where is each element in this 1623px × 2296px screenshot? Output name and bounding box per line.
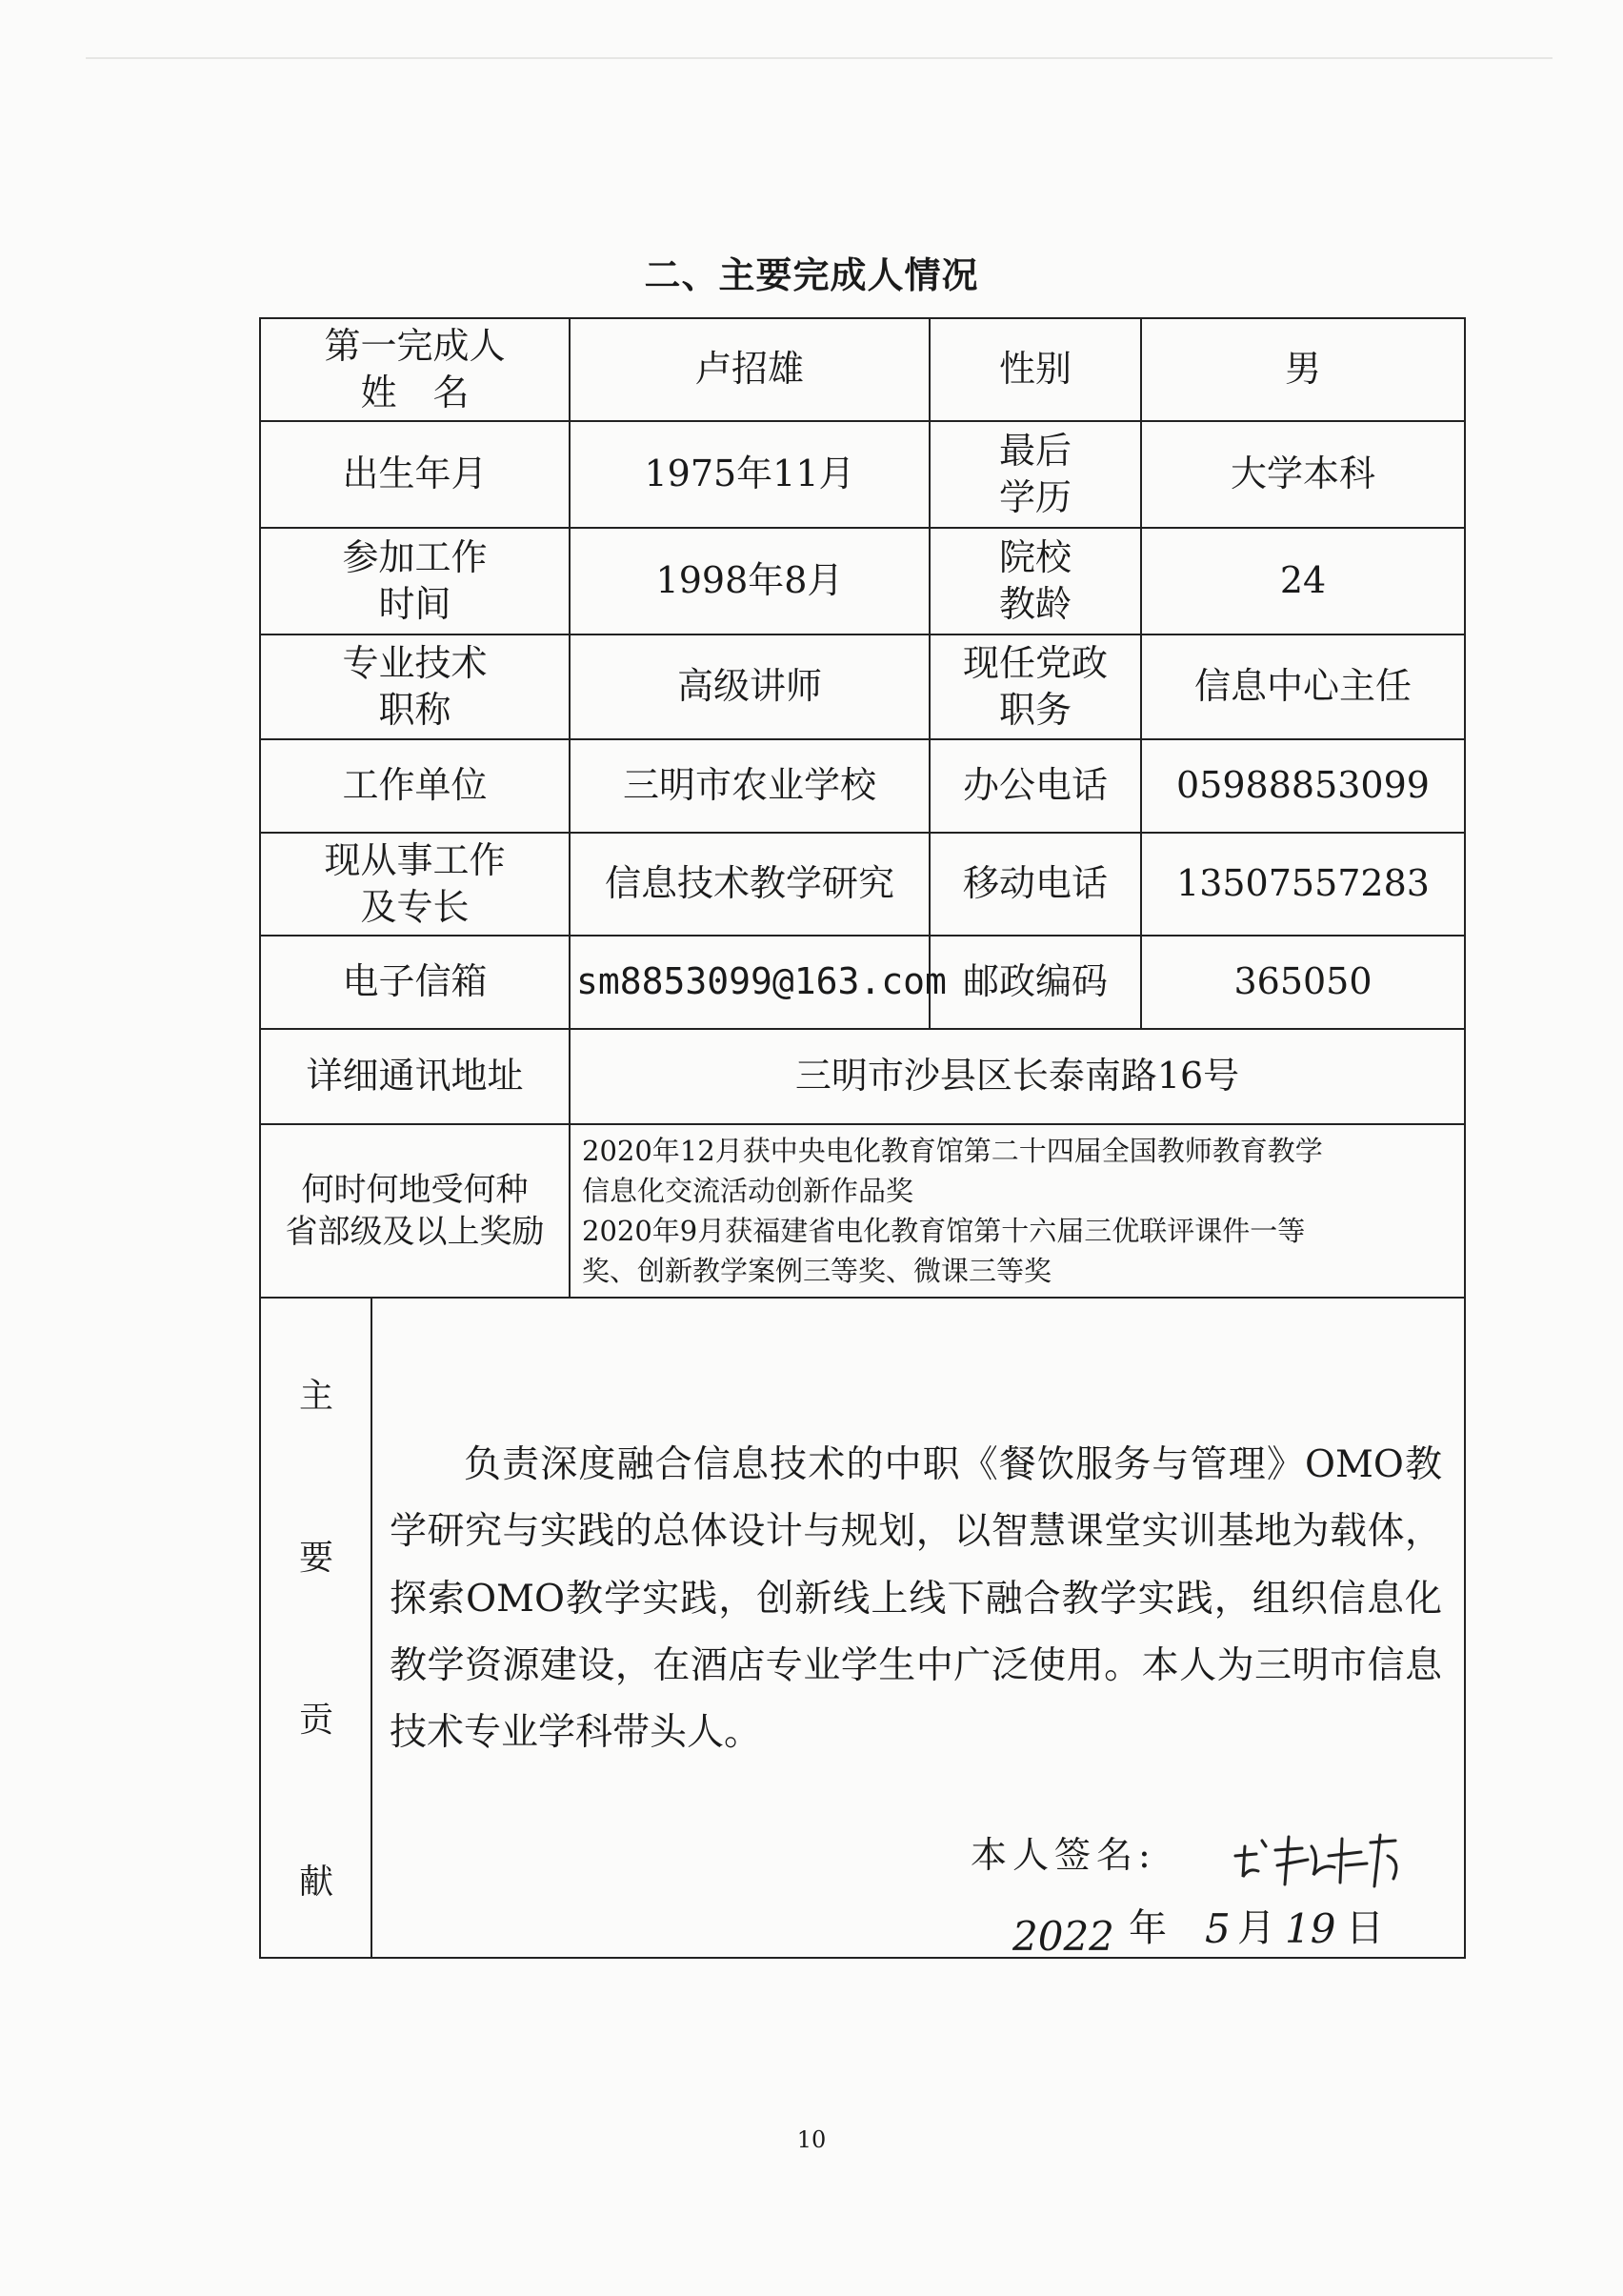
rank-name-label <box>260 318 570 421</box>
position-label-line1: 现任党政 <box>962 641 1108 684</box>
work-label-line2: 及专长 <box>360 886 470 928</box>
address-value: 三明市沙县区长泰南路16号 <box>570 1029 1465 1124</box>
award-line: 2020年9月获福建省电化教育馆第十六届三优联评课件一等 <box>582 1215 1306 1248</box>
education-value: 大学本科 <box>1141 421 1465 528</box>
section-title: 二、主要完成人情况 <box>644 254 979 296</box>
employer-value: 三明市农业学校 <box>570 739 930 833</box>
contribution-body <box>372 1299 1462 1961</box>
table-row <box>260 1029 1465 1124</box>
page-edge-line <box>86 57 1553 59</box>
table-row <box>260 1124 1465 1298</box>
contribution-label-char: 贡 <box>299 1701 334 1741</box>
contribution-label-char: 要 <box>299 1539 334 1579</box>
contribution-label-char: 主 <box>299 1377 334 1417</box>
completer-info-table <box>259 317 1466 1959</box>
work-start-value: 1998年8月 <box>570 528 930 634</box>
school-years-value: 24 <box>1141 528 1465 634</box>
date-day: 19 <box>1285 1905 1336 1953</box>
work-value: 信息技术教学研究 <box>570 833 930 936</box>
table-row <box>260 528 1465 634</box>
postcode-value: 365050 <box>1141 936 1465 1029</box>
page-number: 10 <box>796 2126 827 2153</box>
school-years-label-line2: 教龄 <box>998 583 1072 625</box>
name-label: 姓 名 <box>360 372 470 413</box>
contribution-label <box>261 1299 372 1957</box>
email-label: 电子信箱 <box>260 936 570 1029</box>
contribution-text: 负责深度融合信息技术的中职《餐饮服务与管理》OMO教学研究与实践的总体设计与规划，以智慧课堂实训基地为载体，探索OMO教学实践，创新线上线下融合教学实践，组织信息化教学资源建设，在酒店专业学生中广泛使用。本人为三明市信息技术专业学科带头人。 <box>390 1443 1442 1754</box>
table-row <box>260 421 1465 528</box>
contribution-label-char: 献 <box>299 1863 334 1903</box>
table-row <box>260 833 1465 936</box>
pro-title-label <box>260 634 570 739</box>
position-value: 信息中心主任 <box>1141 634 1465 739</box>
awards-label-line2: 省部级及以上奖励 <box>285 1213 545 1252</box>
signature-label: 本人签名: <box>971 1834 1156 1877</box>
email-value: sm8853099@163.com <box>570 936 930 1029</box>
education-label-line1: 最后 <box>998 429 1072 472</box>
work-label-line1: 现从事工作 <box>324 838 506 881</box>
mobile-label: 移动电话 <box>930 833 1141 936</box>
table-row <box>260 634 1465 739</box>
work-label <box>260 833 570 936</box>
award-line: 2020年12月获中央电化教育馆第二十四届全国教师教育教学 <box>582 1135 1323 1167</box>
education-label <box>930 421 1141 528</box>
awards-label-line1: 何时何地受何种 <box>301 1170 529 1209</box>
pro-title-value: 高级讲师 <box>570 634 930 739</box>
office-phone-value: 05988853099 <box>1141 739 1465 833</box>
gender-label: 性别 <box>930 318 1141 421</box>
birth-label: 出生年月 <box>260 421 570 528</box>
date-day-unit: 日 <box>1346 1906 1384 1951</box>
name-value: 卢招雄 <box>570 318 930 421</box>
employer-label: 工作单位 <box>260 739 570 833</box>
rank-label: 第一完成人 <box>324 324 506 367</box>
education-label-line2: 学历 <box>998 476 1072 518</box>
school-years-label-line1: 院校 <box>998 535 1072 578</box>
birth-value: 1975年11月 <box>570 421 930 528</box>
contribution-cell <box>260 1298 1465 1961</box>
table-row <box>260 739 1465 833</box>
work-start-label <box>260 528 570 634</box>
office-phone-label: 办公电话 <box>930 739 1141 833</box>
award-line: 信息化交流活动创新作品奖 <box>582 1175 914 1208</box>
date-month-unit: 月 <box>1237 1906 1275 1951</box>
award-line: 奖、创新教学案例三等奖、微课三等奖 <box>582 1255 1052 1288</box>
date-month: 5 <box>1205 1905 1231 1953</box>
signature-date <box>1012 1903 1413 1970</box>
handwritten-signature <box>1228 1818 1418 1894</box>
contribution-row <box>260 1298 1465 1958</box>
table-row <box>260 318 1465 421</box>
position-label <box>930 634 1141 739</box>
awards-label <box>260 1124 570 1298</box>
school-years-label <box>930 528 1141 634</box>
table-row <box>260 936 1465 1029</box>
address-label: 详细通讯地址 <box>260 1029 570 1124</box>
postcode-label: 邮政编码 <box>930 936 1141 1029</box>
date-year: 2022 <box>1012 1913 1114 1961</box>
work-start-label-line1: 参加工作 <box>342 535 488 578</box>
pro-title-label-line2: 职称 <box>378 689 451 731</box>
gender-value: 男 <box>1141 318 1465 421</box>
awards-value <box>570 1124 1465 1298</box>
position-label-line2: 职务 <box>998 689 1072 731</box>
pro-title-label-line1: 专业技术 <box>342 641 488 684</box>
mobile-value: 13507557283 <box>1141 833 1465 936</box>
date-year-unit: 年 <box>1129 1906 1167 1951</box>
work-start-label-line2: 时间 <box>378 583 451 625</box>
